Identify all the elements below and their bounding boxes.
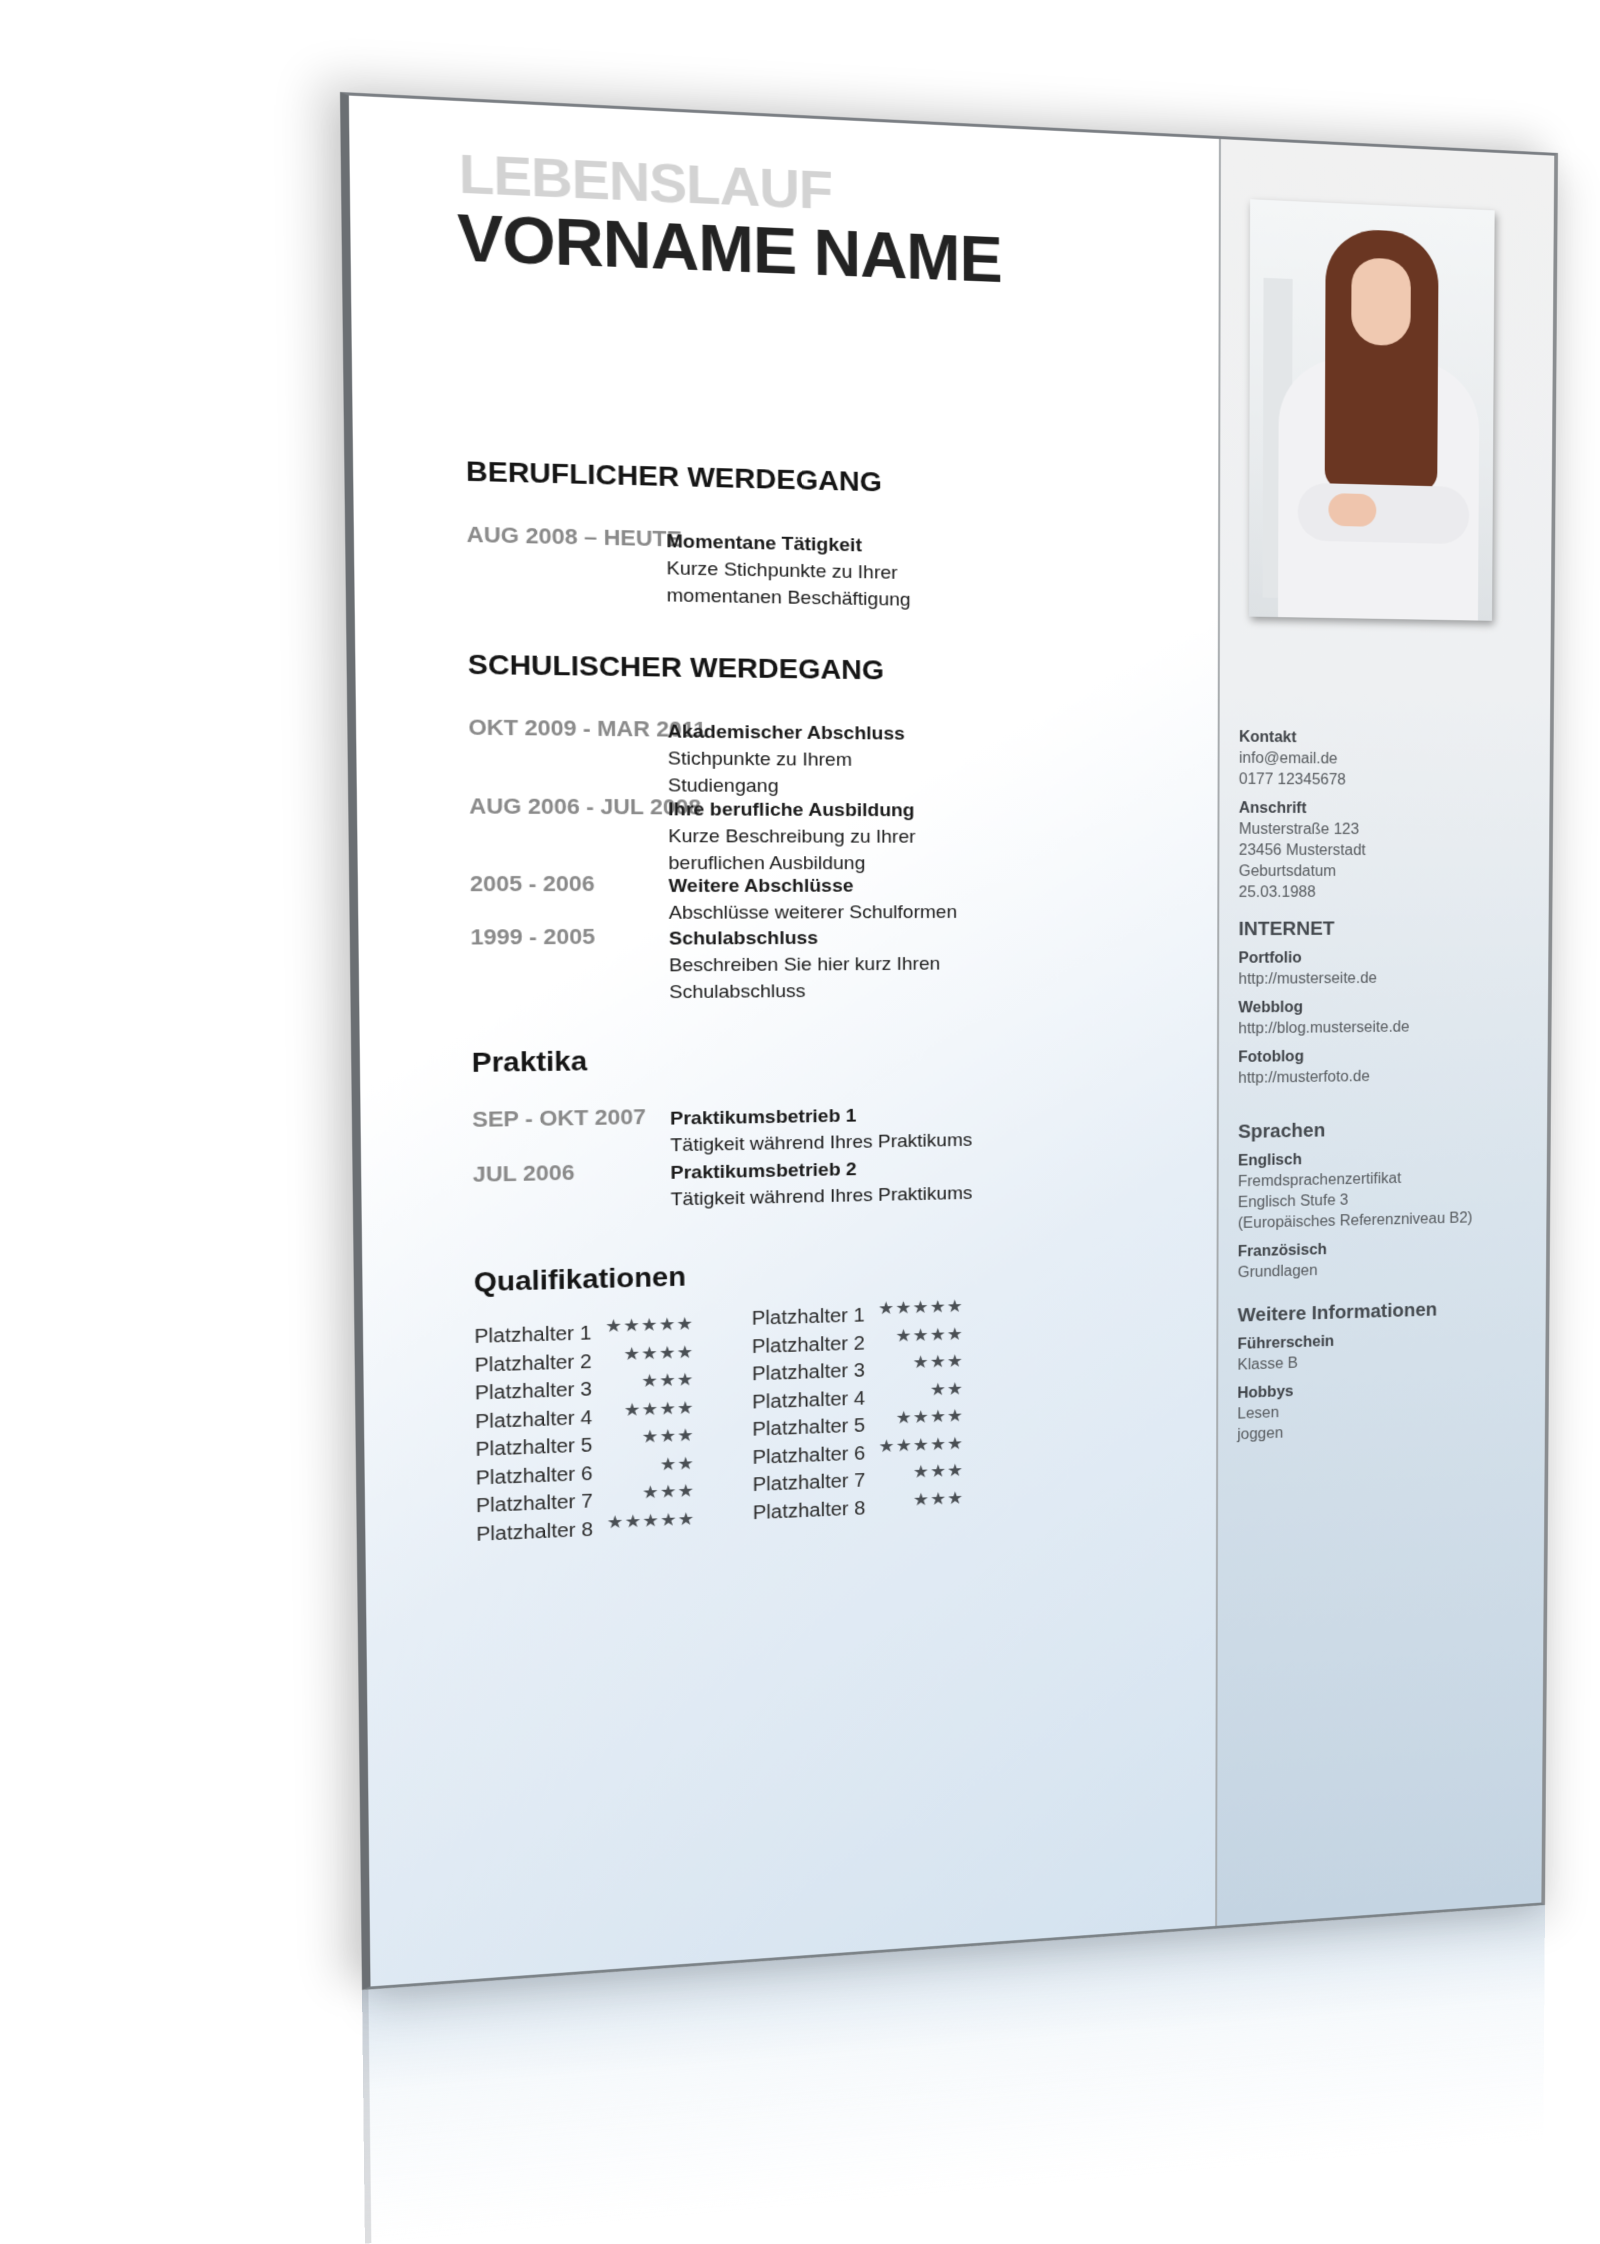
photo-arms — [1298, 483, 1470, 545]
education-entry — [468, 715, 1204, 723]
entry-line: momentanen Beschäftigung — [667, 582, 1193, 618]
star-rating-icon: ★★★ — [913, 1488, 964, 1510]
entry-line: Stichpunkte zu Ihrem — [668, 746, 1193, 776]
qualification-label: Platzhalter 2 — [752, 1333, 865, 1359]
qualification-label: Platzhalter 8 — [753, 1498, 866, 1525]
qualification-label: Platzhalter 5 — [475, 1435, 592, 1462]
portrait-photo — [1249, 199, 1495, 621]
section-title-beruflich: BERUFLICHER WERDEGANG — [466, 455, 882, 498]
sidebar-content — [1240, 140, 1546, 155]
qualification-label: Platzhalter 6 — [476, 1463, 593, 1490]
internet-link[interactable]: http://musterseite.de — [1238, 968, 1540, 991]
section-title-schulisch: SCHULISCHER WERDEGANG — [468, 649, 884, 687]
career-entry — [466, 522, 1204, 539]
qualification-label: Platzhalter 2 — [475, 1351, 592, 1377]
entry-line: Beschreiben Sie hier kurz Ihren — [669, 950, 1192, 980]
entry-heading: Schulabschluss — [669, 924, 1192, 953]
internet-block — [1238, 918, 1541, 1090]
entry-date: 1999 - 2005 — [470, 924, 595, 951]
birth-label: Geburtsdatum — [1239, 862, 1542, 883]
entry-line: Tätigkeit während Ihres Praktikums — [671, 1176, 1192, 1213]
further-info-label: Hobbys — [1237, 1373, 1538, 1404]
entry-line: Kurze Beschreibung zu Ihrer — [668, 823, 1192, 851]
entry-heading: Momentane Tätigkeit — [666, 528, 1193, 566]
further-info-detail: Klasse B — [1237, 1346, 1538, 1377]
internship-entry — [472, 1096, 1203, 1107]
star-rating-icon: ★★★★★ — [878, 1433, 964, 1456]
contact-label: Kontakt — [1239, 727, 1543, 751]
star-rating-icon: ★★ — [930, 1378, 964, 1399]
star-rating-icon: ★★ — [660, 1453, 696, 1475]
entry-date: AUG 2006 - JUL 2008 — [469, 793, 701, 820]
sidebar — [1215, 139, 1558, 1926]
internet-label: Fotoblog — [1238, 1044, 1540, 1069]
qualification-list-left — [474, 1320, 695, 1552]
entry-line: beruflichen Ausbildung — [668, 850, 1192, 877]
language-label: Englisch — [1238, 1146, 1540, 1173]
address-city: 23456 Musterstadt — [1239, 840, 1542, 861]
language-detail: Fremdsprachenzertifikat — [1238, 1166, 1540, 1193]
star-rating-icon: ★★★★ — [623, 1342, 694, 1365]
contact-block — [1239, 727, 1543, 903]
languages-title: Sprachen — [1238, 1117, 1540, 1144]
qualification-list-right — [752, 1302, 965, 1530]
entry-body — [670, 1150, 1191, 1213]
entry-body — [667, 719, 1192, 802]
star-rating-icon: ★★★ — [642, 1425, 695, 1447]
star-rating-icon: ★★★★★ — [607, 1508, 696, 1532]
further-info-label: Führerschein — [1238, 1325, 1539, 1355]
main-column — [349, 96, 1219, 1987]
entry-date: AUG 2008 – HEUTE — [466, 522, 682, 553]
star-rating-icon: ★★★★★ — [878, 1296, 964, 1319]
entry-heading: Ihre berufliche Ausbildung — [668, 796, 1192, 825]
internet-link[interactable]: http://musterfoto.de — [1238, 1065, 1540, 1090]
entry-heading: Akademischer Abschluss — [667, 719, 1192, 750]
further-info-title: Weitere Informationen — [1238, 1297, 1539, 1328]
photo-face — [1351, 257, 1411, 346]
qualification-label: Platzhalter 7 — [476, 1491, 593, 1518]
language-detail: Grundlagen — [1238, 1255, 1539, 1284]
star-rating-icon: ★★★ — [913, 1351, 964, 1373]
star-rating-icon: ★★★★ — [895, 1324, 964, 1346]
qualification-label: Platzhalter 1 — [752, 1305, 865, 1331]
language-detail: Englisch Stufe 3 — [1238, 1186, 1539, 1213]
entry-body — [668, 873, 1192, 927]
entry-line: Abschlüsse weiterer Schulformen — [669, 899, 1192, 927]
entry-date: JUL 2006 — [473, 1160, 575, 1188]
internet-label: Portfolio — [1238, 947, 1541, 970]
qualification-label: Platzhalter 6 — [752, 1443, 865, 1470]
entry-heading: Weitere Abschlüsse — [668, 873, 1192, 900]
qualification-label: Platzhalter 8 — [476, 1519, 593, 1547]
section-title-praktika: Praktika — [472, 1046, 588, 1079]
qualification-label: Platzhalter 1 — [474, 1323, 591, 1349]
star-rating-icon: ★★★★★ — [605, 1314, 694, 1337]
internet-link[interactable]: http://blog.musterseite.de — [1238, 1016, 1540, 1040]
qualification-label: Platzhalter 4 — [475, 1407, 592, 1434]
qualification-label: Platzhalter 7 — [753, 1470, 866, 1497]
entry-date: 2005 - 2006 — [470, 871, 595, 897]
further-info-block — [1237, 1297, 1538, 1446]
star-rating-icon: ★★★★ — [624, 1397, 695, 1420]
contact-email[interactable]: info@email.de — [1239, 748, 1542, 771]
address-street: Musterstraße 123 — [1239, 819, 1542, 841]
entry-heading: Praktikumsbetrieb 1 — [670, 1098, 1192, 1133]
internet-title: INTERNET — [1239, 918, 1542, 941]
qualification-label: Platzhalter 3 — [475, 1379, 592, 1406]
contact-phone: 0177 12345678 — [1239, 769, 1542, 792]
star-rating-icon: ★★★ — [913, 1460, 964, 1482]
entry-date: OKT 2009 - MAR 2011 — [468, 715, 706, 743]
entry-body — [668, 796, 1192, 877]
language-label: Französisch — [1238, 1235, 1539, 1263]
entry-line: Tätigkeit während Ihres Praktikums — [670, 1124, 1192, 1160]
language-detail: (Europäisches Referenzniveau B2) — [1238, 1207, 1539, 1235]
internet-label: Webblog — [1238, 996, 1540, 1020]
entry-body — [669, 924, 1192, 1006]
photo-hand — [1328, 493, 1376, 527]
qualification-label: Platzhalter 3 — [752, 1360, 865, 1386]
further-info-detail: joggen — [1237, 1414, 1537, 1446]
entry-line: Kurze Stichpunkte zu Ihrer — [666, 555, 1192, 592]
cv-page — [340, 92, 1558, 1990]
star-rating-icon: ★★★★ — [896, 1406, 965, 1429]
star-rating-icon: ★★★ — [641, 1370, 694, 1392]
entry-body — [666, 528, 1193, 618]
star-rating-icon: ★★★ — [642, 1481, 695, 1504]
further-info-detail: Lesen — [1237, 1394, 1537, 1426]
address-label: Anschrift — [1239, 798, 1542, 820]
document-title: LEBENSLAUF — [458, 142, 832, 222]
qualification-label: Platzhalter 4 — [752, 1388, 865, 1414]
entry-body — [670, 1098, 1192, 1159]
languages-block — [1238, 1117, 1540, 1284]
entry-line: Studiengang — [668, 772, 1193, 801]
birth-date: 25.03.1988 — [1239, 882, 1542, 903]
qualification-label: Platzhalter 5 — [752, 1415, 865, 1441]
entry-date: SEP - OKT 2007 — [472, 1104, 646, 1133]
person-name: VORNAME NAME — [457, 200, 1002, 297]
entry-line: Schulabschluss — [669, 976, 1192, 1006]
entry-heading: Praktikumsbetrieb 2 — [670, 1150, 1191, 1186]
section-title-qualifikationen: Qualifikationen — [474, 1261, 686, 1298]
